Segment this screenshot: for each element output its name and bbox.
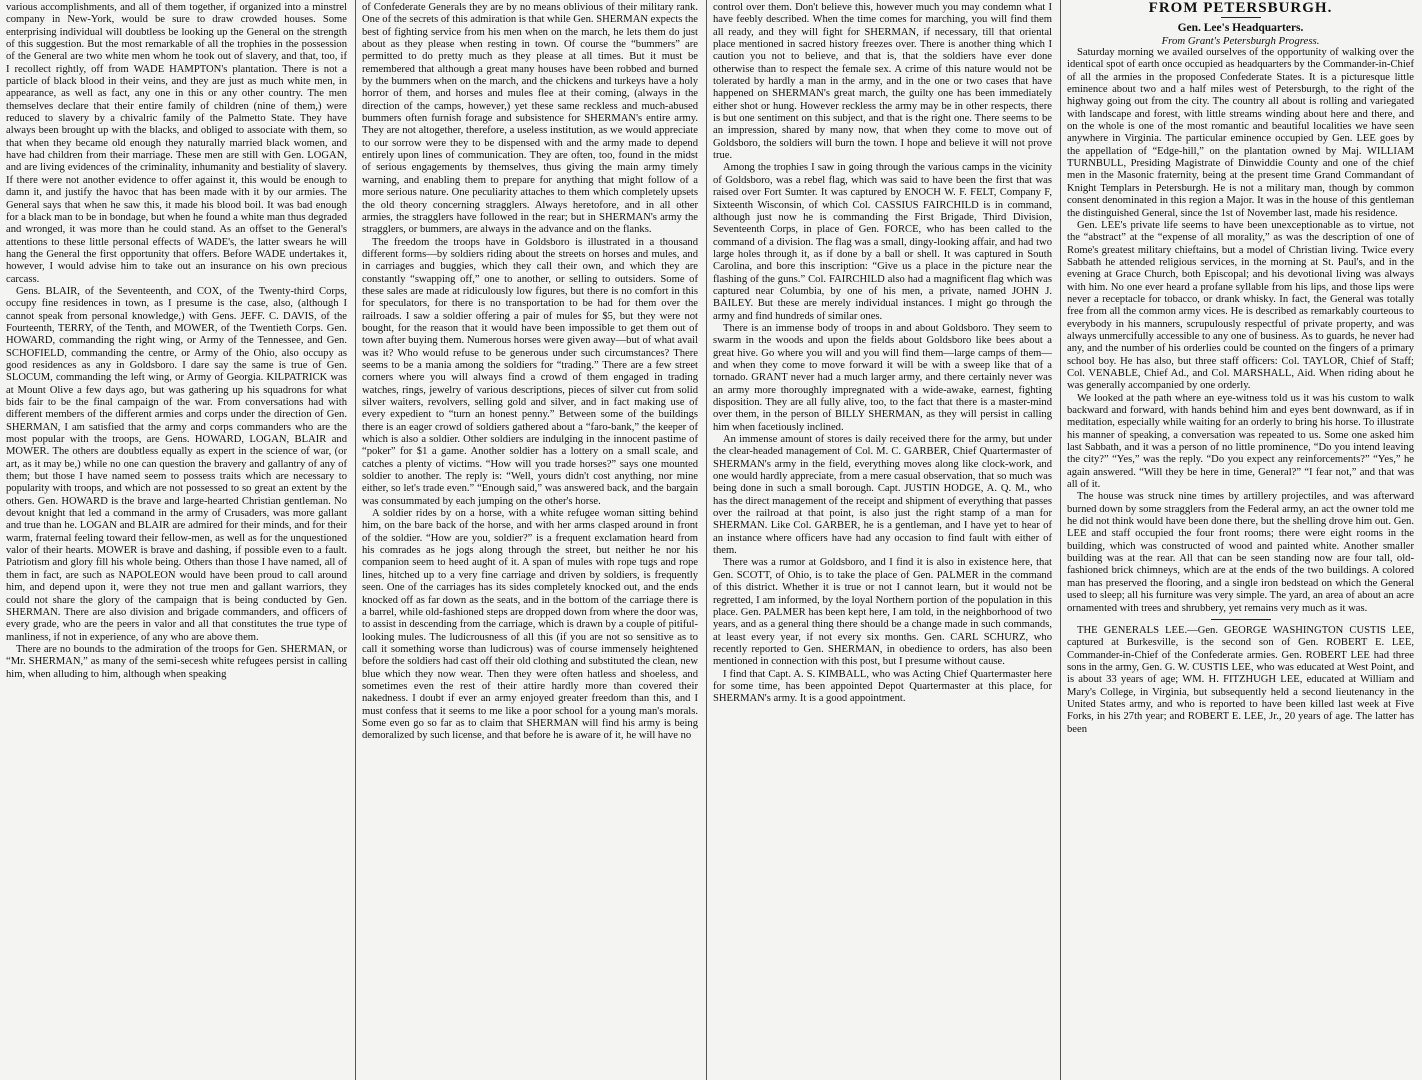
article-paragraph: of Confederate Generals they are by no means oblivious of their military rank. One of the secrets of this admiration is that while Gen. SHERMAN expects the best of fighting service from his men when on the march, he lets them do just about as they please when resting in town. Of course the “bummers” are permitted to do pretty much as they please at all times. But it must be remembered that although a great many houses have been robbed and burned by the bummers when on the march, and the chickens and turkeys have a holy horror of them, and horses and mules flee at their coming, (always in the direction of the camps, however,) yet these same reckless and much-abused bummers often furnish forage and subsistence for SHERMAN's entire army. They are not altogether, therefore, a useless institution, as we would appreciate to our sorrow were they to be dispensed with and the army made to depend entirely upon lines of communication. They are often, too, found in the midst of serious engagements by themselves, thus giving the main army timely warning, and enabling them to prepare for anything that might follow of a more serious nature. One peculiarity attaches to them which completely upsets the old theory concerning stragglers. Always heretofore, and in all other armies, the stragglers have followed in the rear; but in SHERMAN's army the stragglers, or bummers, are always in the advance and on the flanks.	[362, 2, 698, 236]
column-3	[706, 0, 1060, 1080]
article-paragraph: The freedom the troops have in Goldsboro is illustrated in a thousand different forms—by soldiers riding about the streets on horses and mules, and in carriages and buggies, which they call their own, and which they are constantly “swapping off,” one to another, or selling to outsiders. Some of these sales are made at ridiculously low figures, but there is no comfort in this for speculators, for there is no transportation to be had for them over the railroads. I saw a soldier offering a pair of mules for $5, but they were not bought, for the reason that it would have been impossible to get them out of town after buying them. Numerous horses were given away—but of what avail was it? Who would refuse to be generous under such circumstances? There seems to be a mania among the soldiers for “trading.” There are a few street corners where you will always find a crowd of them engaged in trading watches, rings, jewelry of various descriptions, pieces of silver cut from solid silver waiters, revolvers, selling gold and silver, and in fact making use of every expedient to “turn an honest penny.” Between some of the buildings there is an eager crowd of soldiers gathered about a “faro-bank,” the keeper of which is also a soldier. Other soldiers are indulging in the innocent pastime of “poker” for $1 a game. Another soldier has a lottery on a small scale, and catches a plenty of victims. “How will you trade horses?” says one mounted soldier to another. The reply is: “Well, yours didn't cost anything, nor mine either, so let's trade even.” “Enough said,” was answered back, and the bargain was consummated by each jumping on the other's horse.	[362, 236, 698, 507]
article-paragraph: An immense amount of stores is daily received there for the army, but under the clear-headed management of Col. M. C. GARBER, Chief Quartermaster of SHERMAN's army in the field, everything moves along like clock-work, and one would hardly appreciate, from a mere casual observation, that so much was being done in such a small borough. Capt. JUSTIN HODGE, A. Q. M., who has the direct management of the receipt and shipment of everything that passes over the railroad at that point, is also just the right stamp of a man for SHERMAN. Like Col. GARBER, he is a gentleman, and I have yet to hear of an instance where officers have had any occasion to find fault with either of them.	[713, 434, 1052, 557]
article-subhead: Gen. Lee's Headquarters.	[1177, 22, 1304, 35]
article-paragraph: There was a rumor at Goldsboro, and I find it is also in existence here, that Gen. SCOTT, of Ohio, is to take the place of Gen. PALMER in the command of this district. Whether it is true or not I cannot learn, but it would not be regretted, I am informed, by the loyal Northern portion of the population in this place. Gen. PALMER has been kept here, I am told, in the neighborhood of two years, and as a general thing there should be a change made in such commands, at least every year, if not every six months. Gen. CARL SCHURZ, who recently reported to Gen. SHERMAN, in obedience to orders, has also been mentioned in connection with this post, but I presume without cause.	[713, 557, 1052, 668]
article-headline: FROM PETERSBURGH.	[1148, 0, 1333, 16]
article-paragraph: Gens. BLAIR, of the Seventeenth, and COX, of the Twenty-third Corps, occupy fine residences in town, as I presume is the case, also, (although I cannot speak from personal knowledge,) with Gens. JEFF. C. DAVIS, of the Fourteenth, TERRY, of the Tenth, and MOWER, of the Twentieth Corps. Gen. HOWARD, commanding the right wing, or Army of the Tennessee, and Gen. SCHOFIELD, commanding the centre, or Army of the Ohio, also occupy as good residences as any in Goldsboro. I dare say the same is true of Gen. SLOCUM, commanding the left wing, or Army of Georgia. KILPATRICK was at Mount Olive a few days ago, but was gathering up his squadrons for what bids fair to be the final campaign of the war. From conversations had with different members of the different armies and corps under the direction of Gen. SHERMAN, I am satisfied that the army and corps commanders who are the most popular with the troops, are Gens. HOWARD, LOGAN, BLAIR and MOWER. The others are doubtless equally as expert in the science of war, (or art, as it may be,) while no one can question the bravery and gallantry of any of them; but those I have named seem to possess traits which are necessary to popularity with troops, and which are not possessed to so great an extent by the others. Gen. HOWARD is the brave and large-hearted Christian gentleman. No devout knight that led a command in the army of Crusaders, was more gallant and true than he. LOGAN and BLAIR are admired for their minds, and for their warm, fraternal feeling toward their fellow-men, as well as for the unquestioned valor of their hearts. MOWER is brave and dashing, if possible even to a fault. Patriotism and glory fill his whole being. Others than those I have named, all of them in fact, are such as NAPOLEON would have been proud to call around him, and depend upon it, were they not true men and gallant warriors, they could not share the glory of the campaign that is being conducted by Gen. SHERMAN. There are also division and brigade commanders, and officers of every grade, who are the peers in valor and all that constitutes the true type of manliness, if not in experience, of any who are above them.	[6, 285, 347, 643]
article-paragraph: Among the trophies I saw in going through the various camps in the vicinity of Goldsboro, was a rebel flag, which was said to have been the first that was raised over Fort Sumter. It was captured by ENOCH W. F. FELT, Company F, Sixteenth Wisconsin, of which Col. CASSIUS FAIRCHILD is in command, although just now he is commanding the First Brigade, Third Division, Seventeenth Corps, in place of Gen. FORCE, who has been called to the command of a division. The flag was a small, dingy-looking affair, and had two large holes through it, as if done by a ball or shell. It was captured in South Carolina, and bore this inscription: “Give us a place in the picture near the flashing of the guns.” Col. FAIRCHILD also had a magnificent flag which was captured near Columbia, by one of his men, a private, named JOHN J. BAILEY. But these are merely individual instances. I might go through the army and find hundreds of similar ones.	[713, 162, 1052, 322]
column-2	[355, 0, 706, 1080]
article-source-line: From Grant's Petersburgh Progress.	[1161, 34, 1320, 47]
news-notice: THE GENERALS LEE.—Gen. GEORGE WASHINGTON CUSTIS LEE, captured at Burkesville, is the second son of Gen. ROBERT E. LEE, Commander-in-Chief of the Confederate armies. Gen. ROBERT LEE had three sons in the army, Gen. G. W. CUSTIS LEE, who was educated at West Point, and is about 33 years of age; WM. H. FITZHUGH LEE, educated at William and Mary's College, in Virginia, but subsequently held a second lieutenancy in the United States army, and who is reported to have been killed last week at Five Forks, in his 27th year; and ROBERT E. LEE, Jr., 20 years of age. The latter has been	[1067, 624, 1414, 735]
article-paragraph: control over them. Don't believe this, however much you may condemn what I have feebly described. When the time comes for marching, you will find them all ready, and they will fight for SHERMAN, if necessary, till that oriental place mentioned in sacred history freezes over. There is another thing which I caution you not to believe, and that is, that the soldiers have ever done otherwise than to respect the female sex. A crime of this nature would not be tolerated by hardly a man in the army, and in the one or two cases that have happened on SHERMAN's great march, the guilty one has been immediately either shot or hung. However reckless the army may be in other respects, there is but one sentiment on this subject, and that is the right one. There seems to be an impression, shared by many now, that when they come to move out of Goldsboro, the soldiers will burn the town. I hope and believe it will not prove true.	[713, 2, 1052, 162]
section-rule	[1211, 619, 1271, 620]
article-paragraph: various accomplishments, and all of them together, if organized into a minstrel company in New-York, would be sure to draw crowded houses. Some enterprising individual will doubtless be looking up the General on the strength of this suggestion. But the most remarkable of all the trophies in the possession of the General are two white men whom he took out of slavery, and that, too, if I recollect rightly, off from WADE HAMPTON's plantation. There is not a particle of black blood in their veins, and they are just as much white men, in appearance, as well as fact, any one in this or any other country. The men themselves declare that their entire family of children (nine of them,) were reduced to slavery by a chivalric family of the Palmetto State. They have always been brought up with the blacks, and obliged to associate with them, so that when they became old enough they naturally married black women, and have had children from their marriage. These men are still with Gen. LOGAN, and are living evidences of the criminality, inhumanity and bestiality of slavery. If there were not another evidence to offer against it, this would be enough to damn it, and justify the havoc that has been made with it by our armies. The General says that when he saw this, it made his blood boil. It was bad enough for a black man to be in bondage, but when he found a white man thus degraded and wronged, it was more than he could stand. As an offset to the General's attentions to these little personal effects of WADE's, the latter swears he will hang the General the first opportunity that offers. Before WADE undertakes it, however, I would advise him to take out an insurance on his own precious carcass.	[6, 2, 347, 285]
article-paragraph: I find that Capt. A. S. KIMBALL, who was Acting Chief Quartermaster here for some time, has been appointed Depot Quartermaster at this place, for SHERMAN's army. It is a good appointment.	[713, 668, 1052, 705]
article-paragraph: There are no bounds to the admiration of the troops for Gen. SHERMAN, or “Mr. SHERMAN,” as many of the semi-secesh white refugees persist in calling him, when alluding to him, although when speaking	[6, 643, 347, 680]
article-paragraph: Gen. LEE's private life seems to have been unexceptionable as to virtue, not the “abstract” at the “expense of all morality,” as was the description of one of Rome's greatest military chieftains, but a model of Christian living. Twice every Sabbath he attended religious services, in the morning at St. Paul's, and in the evening at Grace Church, both Episcopal; and his devotional living was always with him. No one ever heard a profane syllable from his lips, and those lips were never a receptacle for tobacco, or drank whisky. In fact, the General was totally free from all the common army vices. He is described as remarkably courteous to everybody in his manners, scrupulously respectful of private property, and was always unmercifully accessible to any one of business. As to guards, he never had any, and the number of his orderlies could be counted on the fingers of a primary school boy. He has also, but three staff officers: Col. TAYLOR, Chief of Staff; Col. VENABLE, Chief Ad., and Col. MARSHALL, Aid. When riding about he was generally accompanied by one orderly.	[1067, 219, 1414, 392]
article-paragraph: There is an immense body of troops in and about Goldsboro. They seem to swarm in the woods and upon the fields about Goldsboro like bees about a great hive. Go where you will and you will find them—large camps of them—and when they come to move forward it will be with a sweep like that of a tornado. GRANT never had a much larger army, and there certainly never was an army more thoroughly impregnated with a wide-awake, earnest, fighting disposition. They are all fully alive, too, to the fact that there is a master-mind over them, in the person of BILLY SHERMAN, as they will persist in calling him when facetiously inclined.	[713, 322, 1052, 433]
column-1	[0, 0, 355, 1080]
article-paragraph: Saturday morning we availed ourselves of the opportunity of walking over the identical spot of earth once occupied as headquarters by the Commander-in-Chief of all the armies in the proposed Confederate States. It is a picturesque little eminence about two and a half miles west of Petersburgh, to the right of the highway going out from the city. The country all about is rolling and variegated with landscape and forest, with little streams winding about here and there, and on the whole is one of the most romantic and beautiful localities we have seen anywhere in Virginia. The particular eminence occupied by Gen. LEE goes by the appellation of “Edge-hill,” on the plantation owned by Maj. WILLIAM TURNBULL, Presiding Magistrate of Dinwiddie County and one of the chief men in the Masonic fraternity, being at the present time Grand Commandant of Knight Templars in Petersburgh. He is not a military man, though by common consent denominated in this region a Major. It was in the house of this gentleman the distinguished General, since the 1st of November last, made his residence.	[1067, 47, 1414, 219]
column-4	[1060, 0, 1422, 1080]
article-paragraph: We looked at the path where an eye-witness told us it was his custom to walk backward and forward, with hands behind him and eyes bent downward, as if in meditation, especially while waiting for an orderly to bring his horse. To illustrate his manner of speaking, a conversation was repeated to us. Some one asked him last Sabbath, and it was a person of no little prominence, “Do you intend leaving the city?” “Yes,” was the reply. “Do you expect any reinforcements?” “Yes,” he again answered. “Will they be here in time, General?” “I fear not,” and that was all of it.	[1067, 392, 1414, 491]
headline-rule	[1221, 17, 1261, 18]
article-paragraph: The house was struck nine times by artillery projectiles, and was afterward burned down by some stragglers from the Federal army, an act the owner told me he did not think would have been done there, but the shelling drove him out. Gen. LEE and staff occupied the four front rooms; there were eight rooms in the building, which was constructed of wood and painted white. Another smaller building was at the rear. All that can be seen standing now are four tall, old-fashioned brick chimneys, which are at the ends of the two buildings. A colored man has preserved the flooring, and a single iron bedstead on which the General used to sleep; all his furniture was very simple. The yard, an area of about an acre ornamented with trees and shrubbery, yet remains very much as it was.	[1067, 491, 1414, 614]
article-paragraph: A soldier rides by on a horse, with a white refugee woman sitting behind him, on the bare back of the horse, and with her arms clasped around in front of the soldier. “How are you, soldier?” is a frequent exclamation heard from his comrades as he jogs along through the street, but neither he nor his companion seem to heed aught of it. A span of mules with rope tugs and rope lines, hitched up to a very fine carriage and driven by soldiers, is frequently seen. One of the carriages has its sides completely knocked out, and the ends knocked off as far down as the seats, and in the bottom of the carriage there is a barrel, while old-fashioned steps are dropped down from where the door was, to assist in descending from the carriage, which is drawn by a couple of pitiful-looking mules. The ludicrousness of all this (if you are not so sensitive as to call it something worse than ludicrous) was of course immensely heightened before the soldiers had cast off their old clothing and substituted the clean, new blue which they now wear. Then they were often hatless and shoeless, and sometimes even the rest of their attire hardly more than covered their nakedness. I doubt if ever an army enjoyed greater freedom than this, and I must confess that it seems to me like a poor school for a young man's morals. Some even go so far as to claim that SHERMAN will find his army is being demoralized by such license, and that before he is aware of it, he will have no	[362, 508, 698, 742]
